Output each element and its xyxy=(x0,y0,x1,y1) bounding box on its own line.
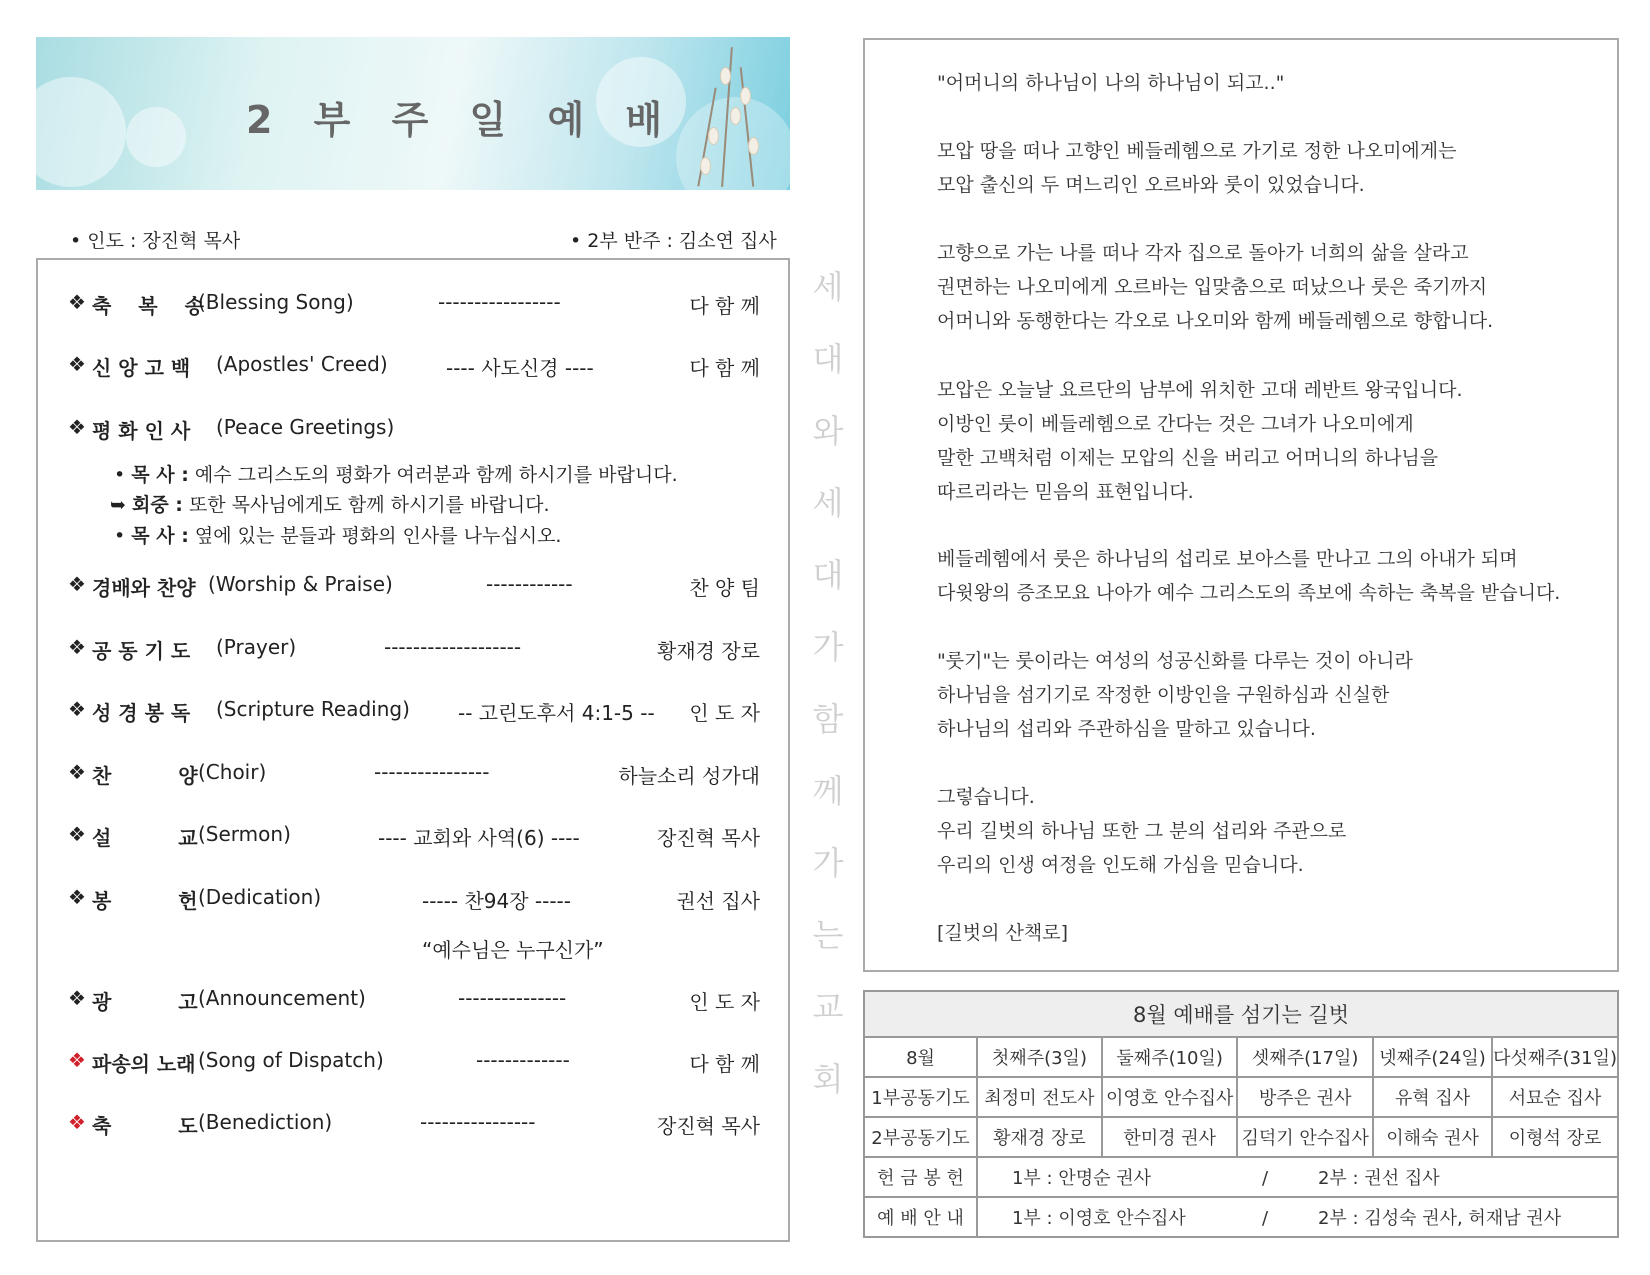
item-title-en: (Benediction) xyxy=(198,1110,333,1134)
arrow-icon: ➥ xyxy=(110,494,126,516)
item-detail: ---- 사도신경 ---- xyxy=(446,356,594,380)
essay-line: 하나님의 섭리와 주관하심을 말하고 있습니다. xyxy=(937,718,1316,740)
essay-line: 하나님을 섬기기로 작정한 이방인을 구원하심과 신실한 xyxy=(937,684,1390,706)
motto-char: 대 xyxy=(812,340,844,378)
essay-line: 모압은 오늘날 요르단의 남부에 위치한 고대 레반트 왕국입니다. xyxy=(937,379,1463,401)
item-leader: 찬 양 팀 xyxy=(689,576,760,600)
order-item-prayer xyxy=(68,635,760,665)
banner xyxy=(36,37,790,190)
diamond-icon: ❖ xyxy=(68,760,86,784)
table-cell: 이영호 안수집사 xyxy=(1102,1077,1238,1117)
order-item-peace-greetings xyxy=(68,415,760,445)
table-cell: 유혁 집사 xyxy=(1373,1077,1492,1117)
diamond-icon: ❖ xyxy=(68,1110,86,1134)
item-title-en: (Dedication) xyxy=(198,885,322,909)
greeting-line xyxy=(110,490,550,517)
table-header-cell: 8월 xyxy=(864,1037,977,1077)
table-row xyxy=(864,1197,1618,1237)
essay-line: 우리의 인생 여정을 인도해 가심을 믿습니다. xyxy=(937,854,1304,876)
diamond-icon: ❖ xyxy=(68,635,86,659)
leader-info: • 인도 : 장진혁 목사 xyxy=(70,230,241,252)
motto-char: 함 xyxy=(812,700,844,738)
order-item-dispatch-song xyxy=(68,1048,760,1078)
item-title-ko: 신 앙 고 백 xyxy=(92,356,191,380)
greeting-text: 또한 목사님에게도 함께 하시기를 바랍니다. xyxy=(188,494,550,516)
table-cell: 1부공동기도 xyxy=(864,1077,977,1117)
bullet-icon: • xyxy=(114,525,126,547)
item-leader: 다 함 께 xyxy=(689,1052,760,1076)
essay-box xyxy=(863,38,1619,972)
offering-first: 1부 : 안명순 권사 xyxy=(1011,1168,1151,1189)
order-item-choir xyxy=(68,760,760,790)
table-cell: 한미경 권사 xyxy=(1102,1117,1238,1157)
essay-line: 말한 고백처럼 이제는 모압의 신을 버리고 어머니의 하나님을 xyxy=(937,447,1439,469)
order-item-creed xyxy=(68,352,760,382)
table-cell: 황재경 장로 xyxy=(977,1117,1102,1157)
table-header-cell: 넷째주(24일) xyxy=(1373,1037,1492,1077)
essay-line: 그렇습니다. xyxy=(937,786,1035,808)
order-of-worship xyxy=(36,258,790,1242)
order-item-benediction xyxy=(68,1110,760,1140)
item-detail: ------------- xyxy=(476,1048,570,1072)
motto-char: 대 xyxy=(812,556,844,594)
item-title-en: (Sermon) xyxy=(198,822,291,846)
motto-char: 세 xyxy=(812,268,844,306)
item-leader: 다 함 께 xyxy=(689,294,760,318)
motto-char: 가 xyxy=(812,844,844,882)
table-cell: 2부공동기도 xyxy=(864,1117,977,1157)
diamond-icon: ❖ xyxy=(68,885,86,909)
motto-char: 가 xyxy=(812,628,844,666)
greeting-line xyxy=(114,521,561,548)
greeting-text: 옆에 있는 분들과 평화의 인사를 나누십시오. xyxy=(194,525,562,547)
table-cell: 예 배 안 내 xyxy=(864,1197,977,1237)
hymn-title: “예수님은 누구신가” xyxy=(422,938,604,962)
essay-line: 따르리라는 믿음의 표현입니다. xyxy=(937,481,1194,503)
schedule-title-row xyxy=(864,991,1618,1037)
item-title-ko: 설 교 xyxy=(92,826,198,850)
motto-char: 와 xyxy=(812,412,844,450)
item-title-ko: 성 경 봉 독 xyxy=(92,701,191,725)
page-title: 2 부 주 일 예 배 xyxy=(246,98,677,142)
item-title-en: (Scripture Reading) xyxy=(216,697,410,721)
item-detail: ---- 교회와 사역(6) ---- xyxy=(378,826,580,850)
greeting-line xyxy=(114,460,678,487)
greeting-speaker: 목 사 : xyxy=(131,525,189,547)
item-leader: 다 함 께 xyxy=(689,356,760,380)
greeting-text: 예수 그리스도의 평화가 여러분과 함께 하시기를 바랍니다. xyxy=(194,464,678,486)
diamond-icon: ❖ xyxy=(68,352,86,376)
item-title-en: (Announcement) xyxy=(198,986,366,1010)
essay-line: 고향으로 가는 나를 떠나 각자 집으로 돌아가 너희의 삶을 살라고 xyxy=(937,242,1469,264)
item-detail: --------------- xyxy=(458,986,567,1010)
motto-char: 교 xyxy=(812,988,844,1026)
item-title-ko: 광 고 xyxy=(92,990,198,1014)
item-detail: -- 고린도후서 4:1-5 -- xyxy=(458,701,655,725)
guide-second: 2부 : 김성숙 권사, 허재남 권사 xyxy=(1317,1208,1562,1229)
table-cell: 최정미 전도사 xyxy=(977,1077,1102,1117)
offering-assignment xyxy=(977,1157,1618,1197)
essay-line: 어머니와 동행한다는 각오로 나오미와 함께 베들레헴으로 향합니다. xyxy=(937,310,1494,332)
table-cell: 서묘순 집사 xyxy=(1492,1077,1618,1117)
item-detail: ------------------- xyxy=(384,635,522,659)
item-title-en: (Song of Dispatch) xyxy=(198,1048,384,1072)
table-header-cell: 다섯째주(31일) xyxy=(1492,1037,1618,1077)
table-header-cell: 셋째주(17일) xyxy=(1237,1037,1373,1077)
item-title-en: (Apostles' Creed) xyxy=(216,352,388,376)
order-item-sermon xyxy=(68,822,760,852)
essay-line: 우리 길벗의 하나님 또한 그 분의 섭리와 주관으로 xyxy=(937,820,1347,842)
order-item-blessing-song xyxy=(68,290,760,320)
table-row xyxy=(864,1117,1618,1157)
essay-line: 모압 땅을 떠나 고향인 베들레헴으로 가기로 정한 나오미에게는 xyxy=(937,140,1457,162)
item-title-en: (Prayer) xyxy=(216,635,297,659)
table-cell: 헌 금 봉 헌 xyxy=(864,1157,977,1197)
guide-first: 1부 : 이영호 안수집사 xyxy=(1011,1208,1186,1229)
diamond-icon: ❖ xyxy=(68,572,86,596)
order-item-worship-praise xyxy=(68,572,760,602)
item-title-ko: 축 복 송 xyxy=(92,294,204,318)
order-item-scripture xyxy=(68,697,760,727)
motto-char: 는 xyxy=(812,916,844,954)
diamond-icon: ❖ xyxy=(68,415,86,439)
item-leader: 장진혁 목사 xyxy=(657,826,760,850)
item-leader: 권선 집사 xyxy=(676,889,760,913)
item-leader: 하늘소리 성가대 xyxy=(618,764,760,788)
table-header-cell: 둘째주(10일) xyxy=(1102,1037,1238,1077)
item-leader: 인 도 자 xyxy=(689,701,760,725)
table-row xyxy=(864,1037,1618,1077)
essay-line: "어머니의 하나님이 나의 하나님이 되고.." xyxy=(937,72,1285,94)
table-cell: 이해숙 권사 xyxy=(1373,1117,1492,1157)
item-title-en: (Choir) xyxy=(198,760,267,784)
essay-line: "룻기"는 룻이라는 여성의 성공신화를 다루는 것이 아니라 xyxy=(937,650,1413,672)
item-title-ko: 파송의 노래 xyxy=(92,1052,196,1076)
diamond-icon: ❖ xyxy=(68,290,86,314)
item-detail: ---------------- xyxy=(420,1110,536,1134)
item-title-ko: 평 화 인 사 xyxy=(92,419,191,443)
essay-signature: [길벗의 산책로] xyxy=(937,922,1068,944)
item-detail: ----- 찬94장 ----- xyxy=(422,889,571,913)
motto-char: 회 xyxy=(812,1060,844,1098)
table-cell: 방주은 권사 xyxy=(1237,1077,1373,1117)
table-cell: 김덕기 안수집사 xyxy=(1237,1117,1373,1157)
motto-char: 세 xyxy=(812,484,844,522)
schedule-title: 8월 예배를 섬기는 길벗 xyxy=(864,991,1618,1037)
separator: / xyxy=(1261,1208,1269,1229)
item-title-ko: 공 동 기 도 xyxy=(92,639,191,663)
diamond-icon: ❖ xyxy=(68,822,86,846)
order-item-announcement xyxy=(68,986,760,1016)
separator: / xyxy=(1261,1168,1269,1189)
item-title-ko: 봉 헌 xyxy=(92,889,198,913)
order-item-dedication xyxy=(68,885,760,915)
item-leader: 황재경 장로 xyxy=(657,639,760,663)
diamond-icon: ❖ xyxy=(68,1048,86,1072)
item-title-ko: 축 도 xyxy=(92,1114,198,1138)
item-detail: ---------------- xyxy=(374,760,490,784)
diamond-icon: ❖ xyxy=(68,986,86,1010)
greeting-speaker: 목 사 : xyxy=(131,464,189,486)
offering-second: 2부 : 권선 집사 xyxy=(1317,1168,1440,1189)
essay-line: 이방인 룻이 베들레헴으로 간다는 것은 그녀가 나오미에게 xyxy=(937,413,1414,435)
table-cell: 이형석 장로 xyxy=(1492,1117,1618,1157)
table-row xyxy=(864,1077,1618,1117)
essay-line: 권면하는 나오미에게 오르바는 입맞춤으로 떠났으나 룻은 죽기까지 xyxy=(937,276,1488,298)
essay-line: 다윗왕의 증조모요 나아가 예수 그리스도의 족보에 속하는 축복을 받습니다. xyxy=(937,582,1561,604)
motto-char: 께 xyxy=(812,772,844,810)
essay-line: 모압 출신의 두 며느리인 오르바와 룻이 있었습니다. xyxy=(937,174,1365,196)
item-leader: 장진혁 목사 xyxy=(657,1114,760,1138)
greeting-speaker: 회중 : xyxy=(131,494,183,516)
essay-line: 베들레헴에서 룻은 하나님의 섭리로 보아스를 만나고 그의 아내가 되며 xyxy=(937,548,1518,570)
hymn-title-row xyxy=(68,934,760,964)
schedule-table xyxy=(863,990,1619,1238)
item-title-ko: 경배와 찬양 xyxy=(92,576,196,600)
item-detail: ------------ xyxy=(486,572,573,596)
item-detail: ----------------- xyxy=(438,290,561,314)
item-title-en: (Worship & Praise) xyxy=(208,572,393,596)
table-header-cell: 첫째주(3일) xyxy=(977,1037,1102,1077)
accompanist-info: • 2부 반주 : 김소연 집사 xyxy=(570,230,777,252)
diamond-icon: ❖ xyxy=(68,697,86,721)
item-leader: 인 도 자 xyxy=(689,990,760,1014)
table-row xyxy=(864,1157,1618,1197)
item-title-en: (Peace Greetings) xyxy=(216,415,395,439)
item-title-en: (Blessing Song) xyxy=(198,290,354,314)
item-title-ko: 찬 양 xyxy=(92,764,198,788)
guide-assignment xyxy=(977,1197,1618,1237)
bullet-icon: • xyxy=(114,464,126,486)
